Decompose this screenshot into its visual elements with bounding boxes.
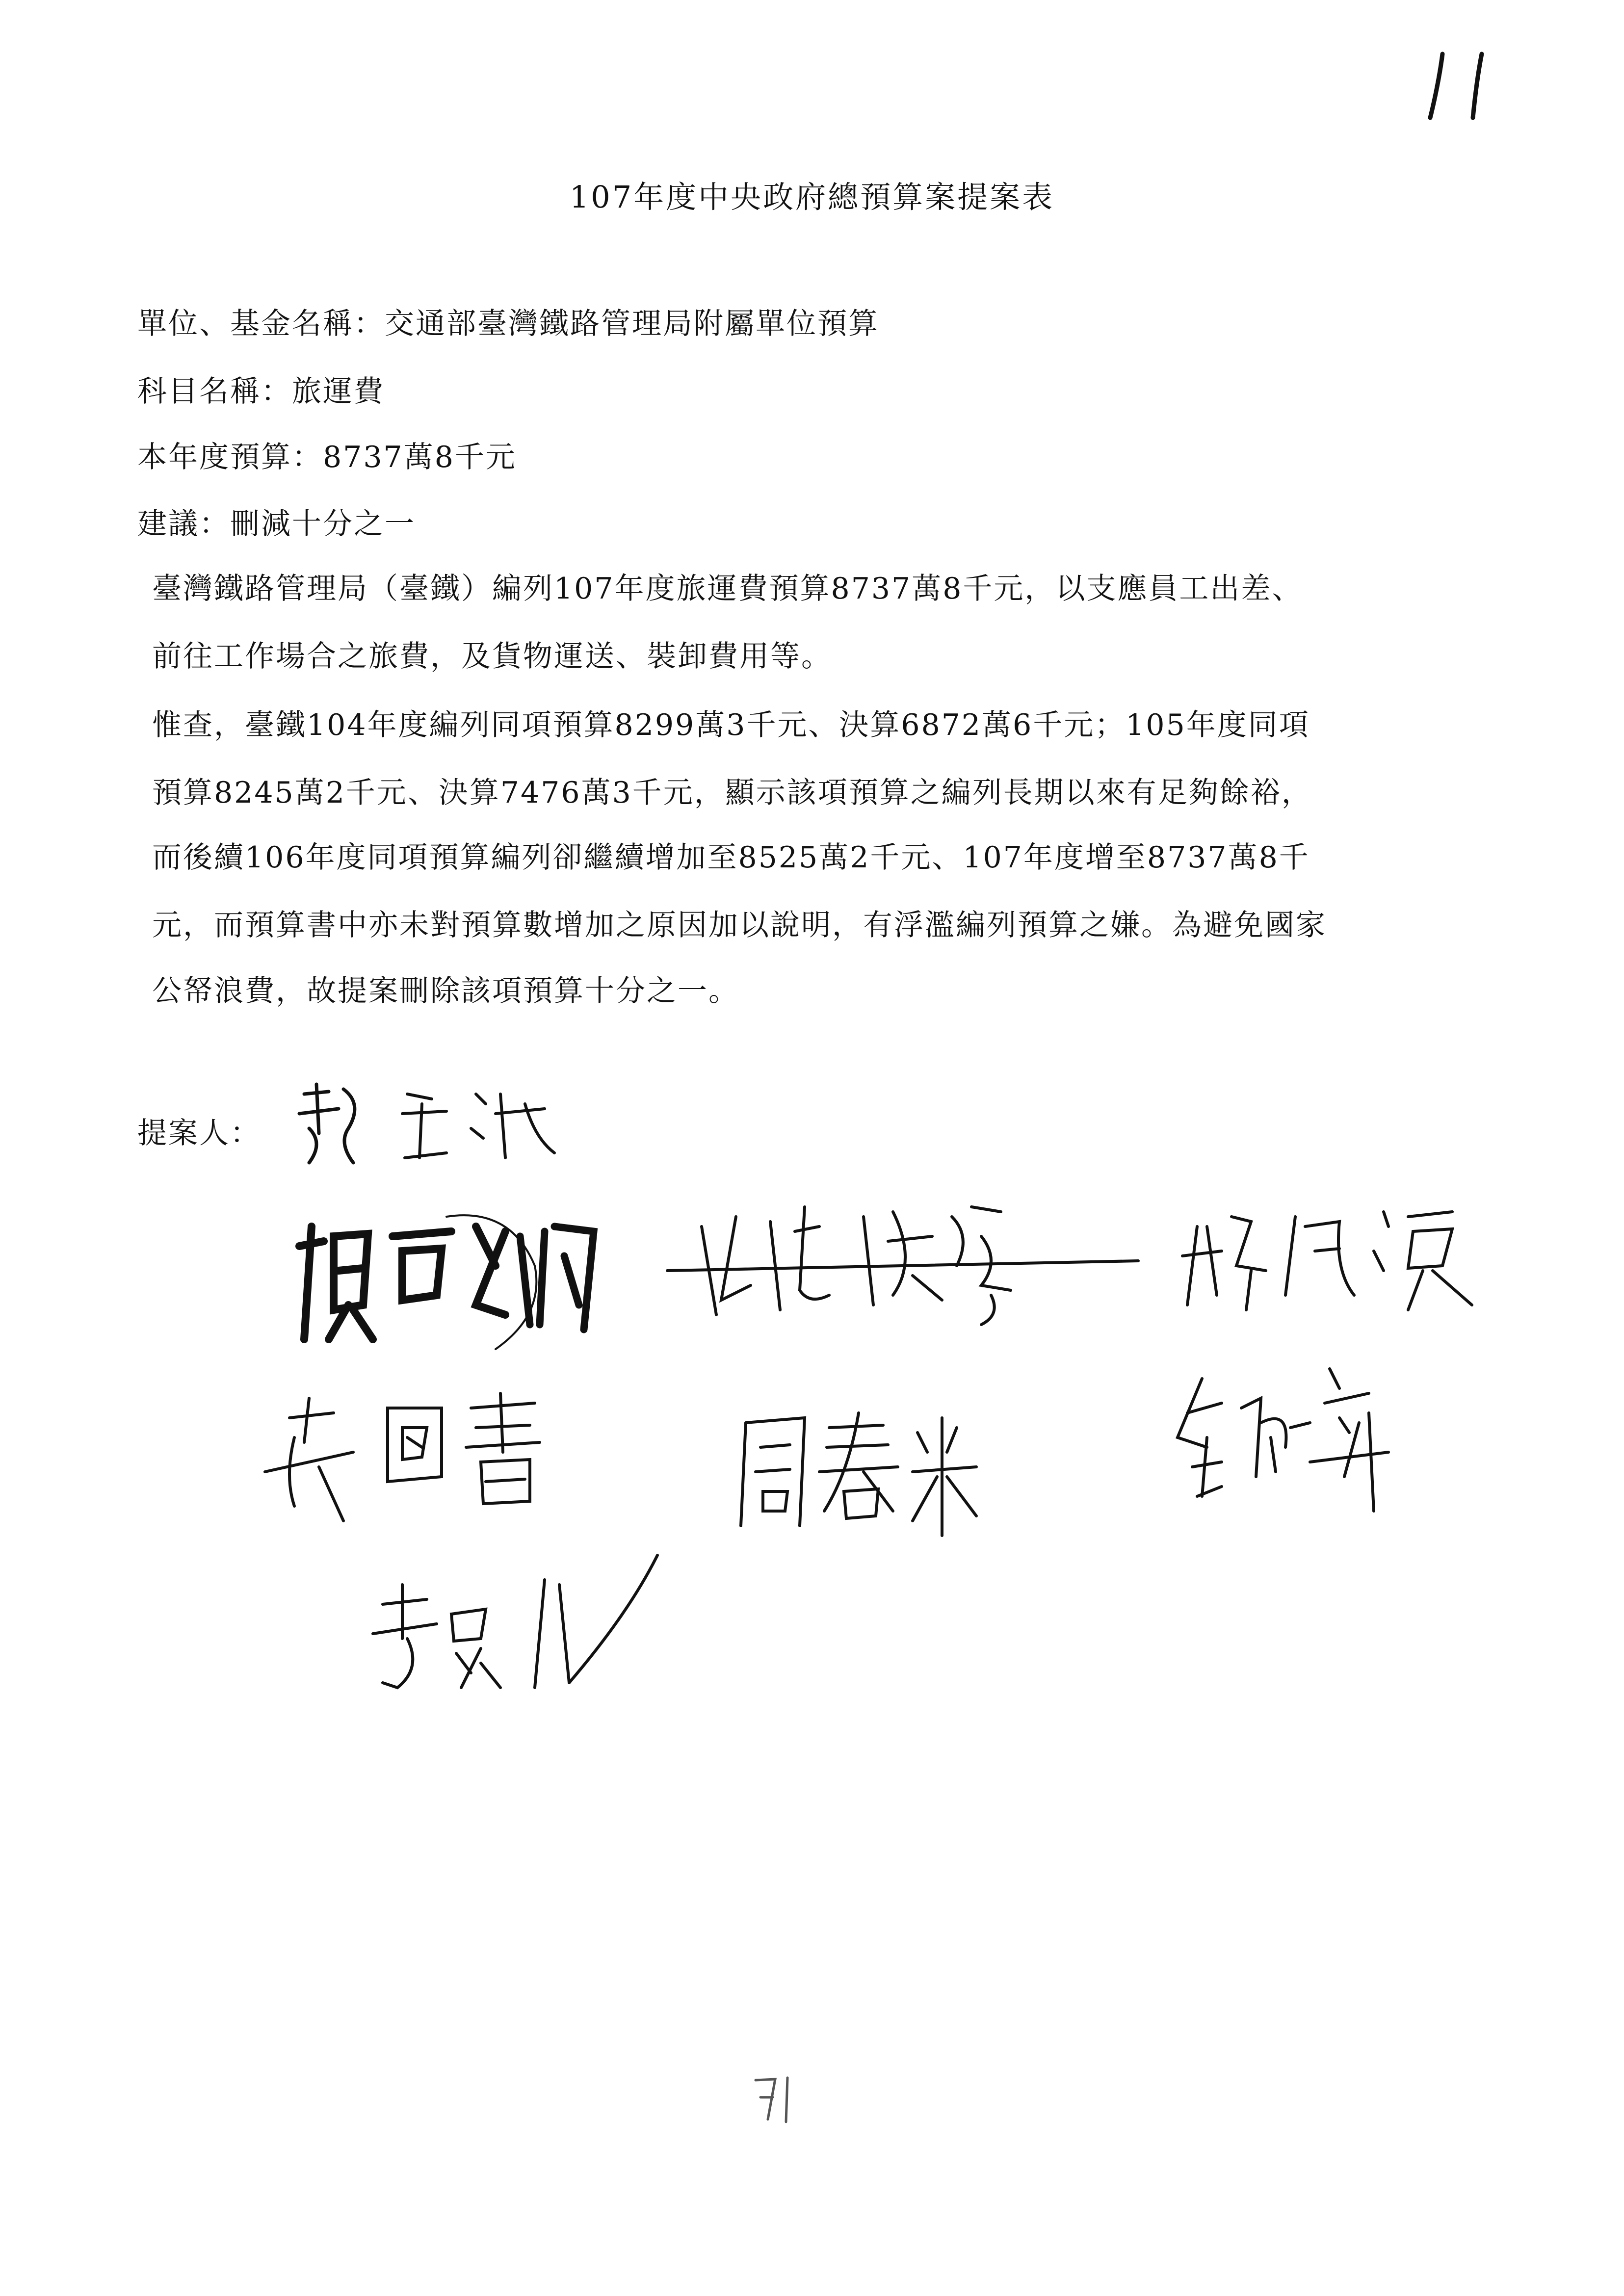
unit-fund-name: 單位、基金名稱：交通部臺灣鐵路管理局附屬單位預算 [137, 307, 879, 341]
body-line: 而後續106年度同項預算編列卻繼續增加至8525萬2千元、107年度增至8737萬8千 [152, 840, 1310, 875]
signature-2 [289, 1207, 608, 1354]
body-line: 元，而預算書中亦未對預算數增加之原因加以說明，有浮濫編列預算之嫌。為避免國家 [152, 908, 1327, 942]
proposer-label: 提案人： [137, 1116, 261, 1150]
body-line: 預算8245萬2千元、決算7476萬3千元，顯示該項預算之編列長期以來有足夠餘裕， [152, 776, 1312, 810]
handwritten-page-number [1413, 44, 1511, 128]
body-line: 前往工作場合之旅費，及貨物運送、裝卸費用等。 [152, 639, 832, 674]
body-line: 惟查，臺鐵104年度編列同項預算8299萬3千元、決算6872萬6千元；105年度同項 [152, 708, 1310, 742]
body-line: 臺灣鐵路管理局（臺鐵）編列107年度旅運費預算8737萬8千元，以支應員工出差、 [152, 572, 1303, 606]
handwritten-footer-page-number [746, 2070, 810, 2129]
signature-3 [657, 1187, 1148, 1334]
signature-8 [353, 1540, 677, 1717]
signature-6 [721, 1398, 996, 1545]
suggestion: 建議：刪減十分之一 [137, 507, 416, 541]
signature-7 [1163, 1349, 1418, 1536]
signature-1 [289, 1074, 564, 1187]
current-year-budget: 本年度預算：8737萬8千元 [137, 440, 517, 474]
item-name: 科目名稱：旅運費 [137, 374, 385, 409]
signature-5 [255, 1379, 608, 1526]
document-title: 107年度中央政府總預算案提案表 [569, 179, 1055, 215]
body-line: 公帑浪費，故提案刪除該項預算十分之一。 [152, 974, 739, 1008]
signature-4 [1178, 1197, 1482, 1325]
